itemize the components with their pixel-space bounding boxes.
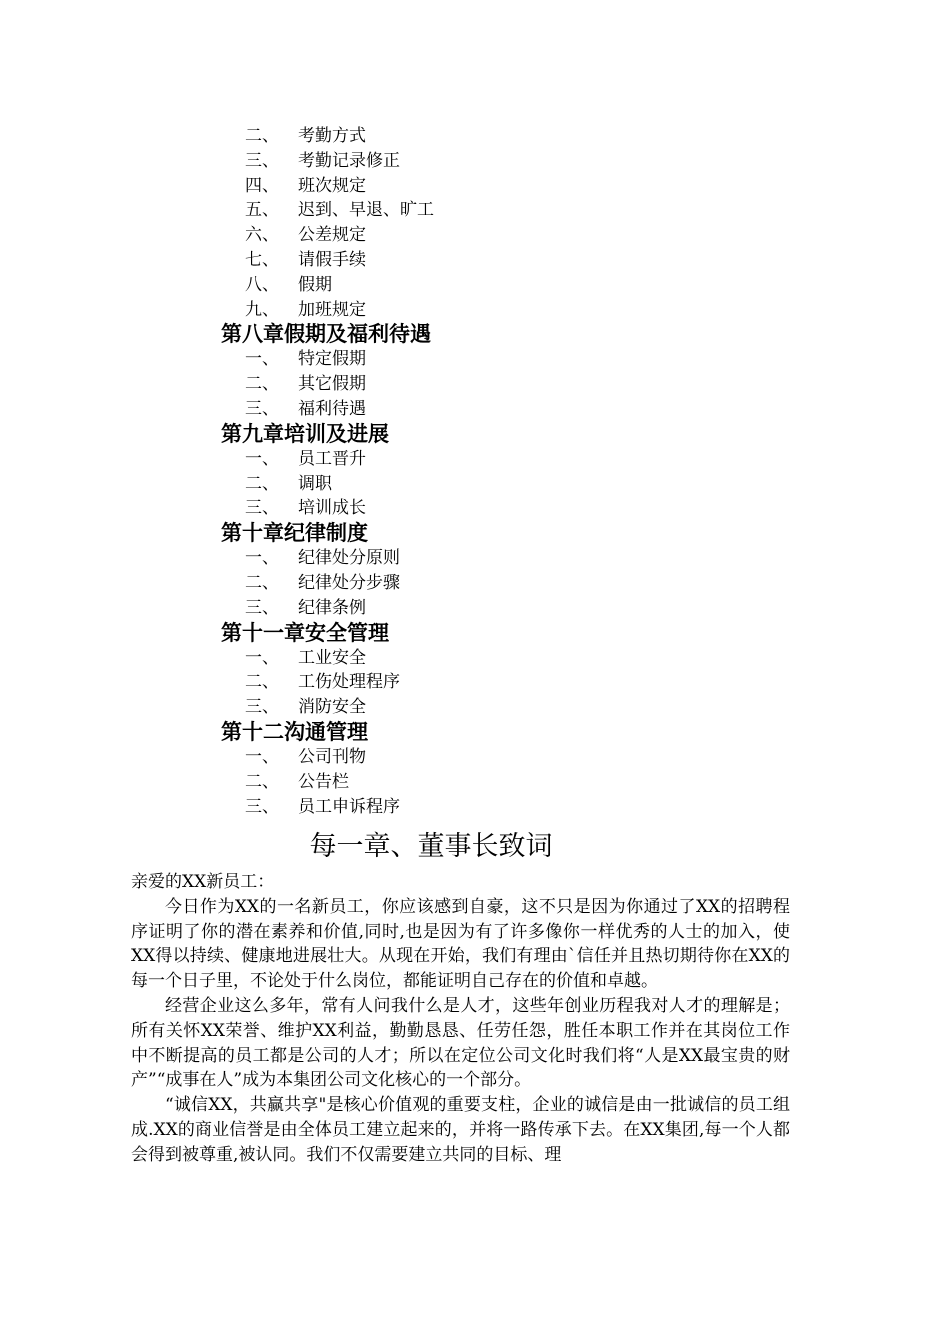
toc-item — [0, 397, 950, 422]
chapter-heading: 第八章假期及福利待遇 — [221, 322, 431, 347]
toc-item-text: 班次规定 — [298, 175, 366, 196]
chapter-heading: 第九章培训及进展 — [221, 421, 389, 446]
toc-chapters — [0, 322, 950, 819]
toc-item-text: 工业安全 — [298, 647, 366, 668]
toc-item — [0, 273, 950, 298]
letter-title: 每一章、董事长致词 — [309, 831, 553, 862]
toc-item — [0, 223, 950, 248]
toc-item — [0, 447, 950, 472]
toc-item-text: 假期 — [298, 274, 332, 295]
chapter-heading: 第十一章安全管理 — [221, 620, 389, 645]
toc-item — [0, 546, 950, 571]
toc-item-text: 其它假期 — [298, 374, 366, 395]
toc-item-number: 四、 — [245, 175, 279, 196]
toc-item-text: 公告栏 — [298, 771, 349, 792]
toc-item-number: 五、 — [245, 200, 279, 221]
toc-item — [0, 298, 950, 323]
toc-item-number: 一、 — [245, 647, 279, 668]
toc-item-number: 八、 — [245, 274, 279, 295]
toc-item — [0, 596, 950, 621]
toc-item-text: 调职 — [298, 473, 332, 494]
toc-item-number: 三、 — [245, 597, 279, 618]
toc-item — [0, 472, 950, 497]
toc-item-text: 培训成长 — [298, 498, 366, 519]
toc-item-text: 加班规定 — [298, 299, 366, 320]
toc-item-number: 二、 — [245, 473, 279, 494]
toc-item-number: 三、 — [245, 398, 279, 419]
toc-item-number: 三、 — [245, 498, 279, 519]
toc-item — [0, 124, 950, 149]
toc-item-number: 一、 — [245, 548, 279, 569]
toc-item-number: 二、 — [245, 771, 279, 792]
toc-item-text: 纪律条例 — [298, 597, 366, 618]
toc-item-number: 九、 — [245, 299, 279, 320]
toc-item — [0, 347, 950, 372]
letter-paragraph: 经营企业这么多年，常有人问我什么是人才，这些年创业历程我对人才的理解是；所有关怀XX荣誉、维护XX利益，勤勤恳恳、任劳任怨，胜任本职工作并在其岗位工作中不断提高的员工都是公司的人才；所以在定位公司文化时我们将“人是XX最宝贵的财产”“成事在人”成为本集团公司文化核心的一个部分。 — [131, 995, 790, 1091]
toc-continued-items — [0, 124, 950, 322]
toc-item-text: 迟到、早退、旷工 — [298, 200, 434, 221]
toc-item-number: 六、 — [245, 225, 279, 246]
toc-item-text: 纪律处分原则 — [298, 548, 400, 569]
toc-item-text: 考勤方式 — [298, 126, 366, 146]
toc-item — [0, 174, 950, 199]
toc-item-number: 三、 — [245, 796, 279, 817]
toc-item-number: 一、 — [245, 349, 279, 370]
toc-item — [0, 695, 950, 720]
toc-item-number: 二、 — [245, 672, 279, 693]
toc-item — [0, 795, 950, 820]
toc-item-text: 员工晋升 — [298, 448, 366, 469]
chapter-heading: 第十章纪律制度 — [221, 521, 368, 546]
toc-item — [0, 670, 950, 695]
toc-item-number: 二、 — [245, 374, 279, 395]
toc-item-text: 公差规定 — [298, 225, 366, 246]
toc-item-number: 二、 — [245, 126, 279, 146]
toc-item — [0, 571, 950, 596]
toc-item — [0, 149, 950, 174]
toc-item-text: 请假手续 — [298, 249, 366, 270]
toc-item-number: 三、 — [245, 697, 279, 718]
toc-item-number: 一、 — [245, 746, 279, 767]
toc-item — [0, 198, 950, 223]
toc-item — [0, 372, 950, 397]
toc-item-number: 一、 — [245, 448, 279, 469]
chapter-heading: 第十二沟通管理 — [221, 719, 368, 744]
toc-item — [0, 496, 950, 521]
toc-item-text: 公司刊物 — [298, 746, 366, 767]
toc-item-text: 员工申诉程序 — [298, 796, 400, 817]
toc-item — [0, 646, 950, 671]
chairman-letter — [131, 870, 790, 1168]
table-of-contents — [0, 124, 950, 819]
toc-item-text: 纪律处分步骤 — [298, 572, 400, 593]
toc-item — [0, 248, 950, 273]
toc-item — [0, 770, 950, 795]
toc-item-text: 工伤处理程序 — [298, 672, 400, 693]
toc-item-text: 特定假期 — [298, 349, 366, 370]
letter-greeting: 亲爱的XX新员工： — [131, 872, 275, 892]
toc-item-number: 七、 — [245, 249, 279, 270]
toc-item — [0, 745, 950, 770]
letter-paragraph: “诚信XX，共赢共享"是核心价值观的重要支柱，企业的诚信是由一批诚信的员工组成.XX的商业信誉是由全体员工建立起来的，并将一路传承下去。在XX集团,每一个人都会得到被尊重,被认同。我们不仅需要建立共同的目标、理 — [131, 1095, 790, 1165]
toc-item-text: 福利待遇 — [298, 398, 366, 419]
toc-item-text: 考勤记录修正 — [298, 150, 400, 171]
toc-item-number: 三、 — [245, 150, 279, 171]
toc-item-number: 二、 — [245, 572, 279, 593]
letter-paragraph: 今日作为XX的一名新员工，你应该感到自豪，这不只是因为你通过了XX的招聘程序证明了你的潜在素养和价值,同时,也是因为有了许多像你一样优秀的人士的加入，使XX得以持续、健康地进展壮大。从现在开始，我们有理由`信任并且热切期待你在XX的每一个日子里，不论处于什么岗位，都能证明自己存在的价值和卓越。 — [131, 896, 790, 992]
toc-item-text: 消防安全 — [298, 697, 366, 718]
